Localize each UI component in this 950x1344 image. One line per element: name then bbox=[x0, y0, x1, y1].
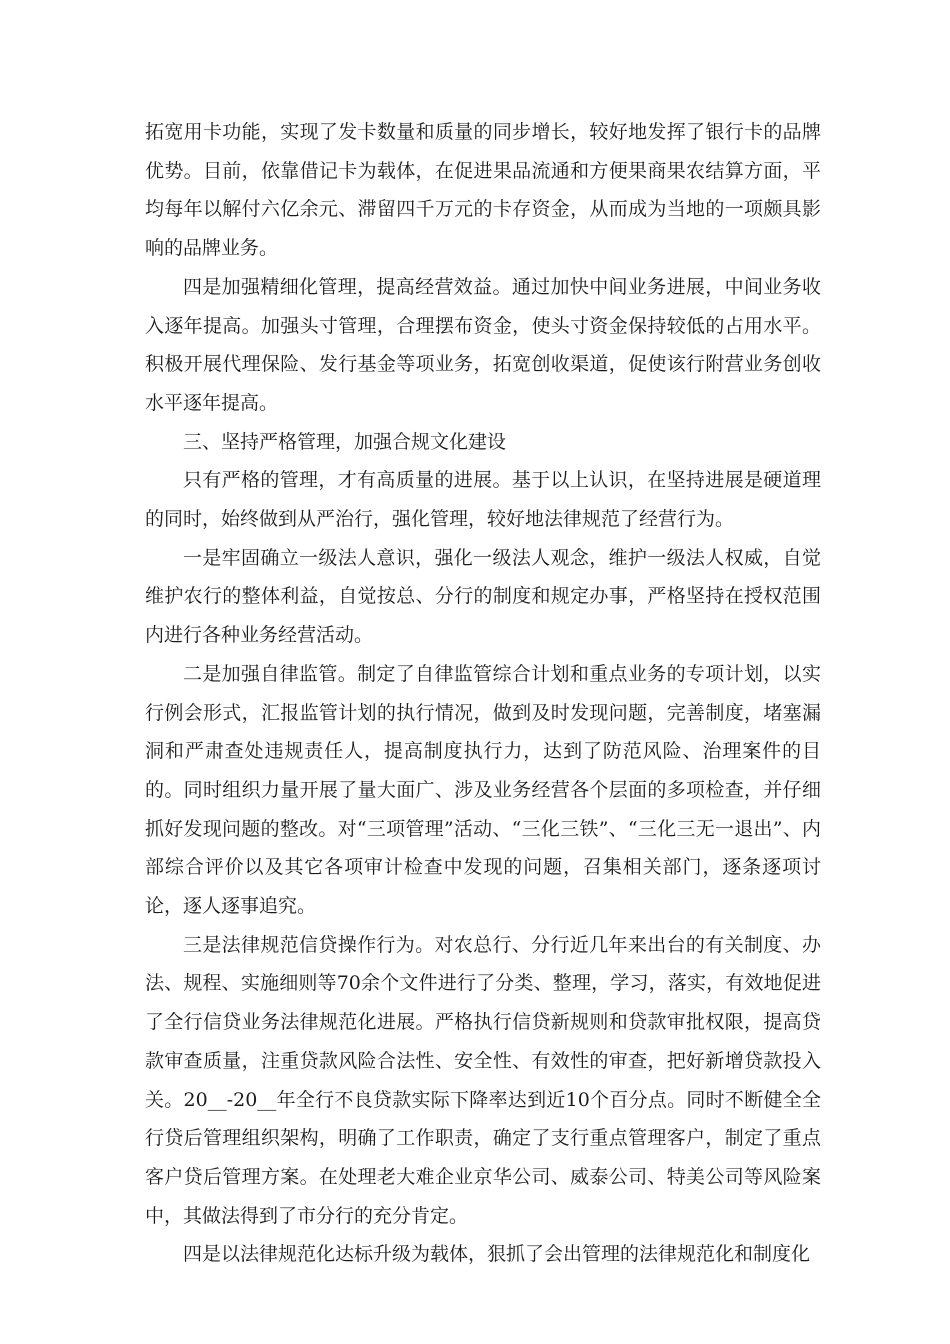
paragraph-1: 拓宽用卡功能，实现了发卡数量和质量的同步增长，较好地发挥了银行卡的品牌优势。目前，依靠借记卡为载体，在促进果品流通和方便果商果农结算方面，平均每年以解付六亿余元、滞留四千万元的卡存资金，从而成为当地的一项颇具影响的品牌业务。 bbox=[145, 121, 821, 260]
document-page bbox=[145, 113, 821, 1274]
paragraph-7: 四是以法律规范化达标升级为载体，狠抓了会出管理的法律规范化和制度化 bbox=[183, 1243, 811, 1266]
section-heading: 三、坚持严格管理，加强合规文化建设 bbox=[183, 430, 507, 453]
paragraph-5: 二是加强自律监管。制定了自律监管综合计划和重点业务的专项计划，以实行例会形式，汇报监管计划的执行情况，做到及时发现问题，完善制度，堵塞漏洞和严肃查处违规责任人，提高制度执行力，达到了防范风险、治理案件的目的。同时组织力量开展了量大面广、涉及业务经营各个层面的多项检查，并仔细抓好发现问题的整改。对“三项管理”活动、“三化三铁”、“三化三无一退出”、内部综合评价以及其它各项审计检查中发现的问题，召集相关部门，逐条逐项讨论，逐人逐事追究。 bbox=[145, 662, 821, 918]
paragraph-4: 一是牢固确立一级法人意识，强化一级法人观念，维护一级法人权威，自觉维护农行的整体利益，自觉按总、分行的制度和规定办事，严格坚持在授权范围内进行各种业务经营活动。 bbox=[145, 546, 821, 647]
paragraph-2: 四是加强精细化管理，提高经营效益。通过加快中间业务进展，中间业务收入逐年提高。加强头寸管理，合理摆布资金，使头寸资金保持较低的占用水平。积极开展代理保险、发行基金等项业务，拓宽创收渠道，促使该行附营业务创收水平逐年提高。 bbox=[145, 275, 821, 414]
paragraph-6: 三是法律规范信贷操作行为。对农总行、分行近几年来出台的有关制度、办法、规程、实施细则等70余个文件进行了分类、整理，学习，落实，有效地促进了全行信贷业务法律规范化进展。严格执行信贷新规则和贷款审批权限，提高贷款审查质量，注重贷款风险合法性、安全性、有效性的审查，把好新增贷款投入关。20__-20__年全行不良贷款实际下降率达到近10个百分点。同时不断健全全行贷后管理组织架构，明确了工作职责，确定了支行重点管理客户，制定了重点客户贷后管理方案。在处理老大难企业京华公司、威泰公司、特美公司等风险案中，其做法得到了市分行的充分肯定。 bbox=[145, 933, 821, 1227]
paragraph-3: 只有严格的管理，才有高质量的进展。基于以上认识，在坚持进展是硬道理的同时，始终做到从严治行，强化管理，较好地法律规范了经营行为。 bbox=[145, 469, 821, 531]
